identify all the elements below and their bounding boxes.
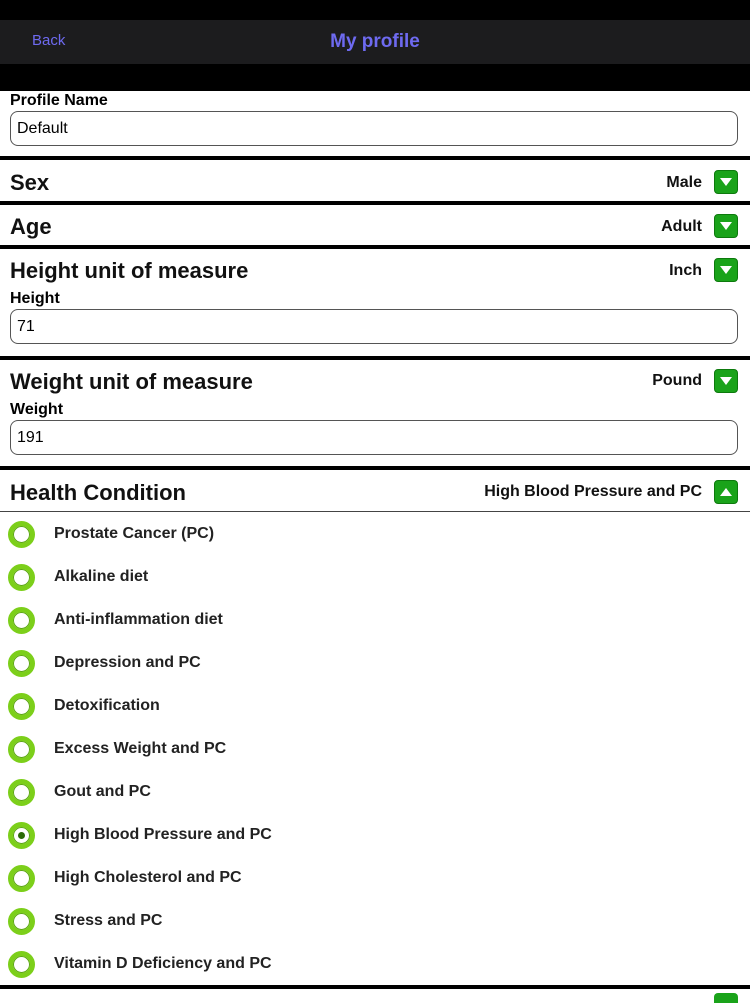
radio-unselected-icon[interactable] (8, 607, 35, 634)
health-option-row[interactable] (0, 858, 750, 901)
age-dropdown-chevron-down-icon[interactable] (714, 214, 738, 238)
health-option-row[interactable] (0, 686, 750, 729)
sex-dropdown-chevron-down-icon[interactable] (714, 170, 738, 194)
health-option-row[interactable] (0, 557, 750, 600)
sex-label: Sex (10, 170, 50, 195)
height-unit-chevron-down-icon[interactable] (714, 258, 738, 282)
age-label: Age (10, 214, 52, 239)
navigation-bar (0, 20, 750, 64)
health-condition-value: High Blood Pressure and PC (484, 483, 702, 500)
weight-unit-value: Pound (652, 372, 702, 389)
radio-unselected-icon[interactable] (8, 908, 35, 935)
height-label: Height (10, 290, 60, 307)
next-row-chevron-icon[interactable] (714, 993, 738, 1003)
weight-label: Weight (10, 401, 64, 418)
health-option-label: Gout and PC (54, 783, 151, 800)
health-option-row[interactable] (0, 944, 750, 987)
section-separator (0, 356, 750, 360)
health-option-row[interactable] (0, 643, 750, 686)
radio-unselected-icon[interactable] (8, 564, 35, 591)
health-option-label: Vitamin D Deficiency and PC (54, 955, 272, 972)
health-option-label: High Blood Pressure and PC (54, 826, 272, 843)
health-option-label: Stress and PC (54, 912, 163, 929)
radio-unselected-icon[interactable] (8, 779, 35, 806)
radio-unselected-icon[interactable] (8, 521, 35, 548)
weight-unit-label: Weight unit of measure (10, 369, 253, 394)
section-separator (0, 156, 750, 160)
section-separator (0, 201, 750, 205)
back-button[interactable]: Back (32, 32, 66, 49)
radio-unselected-icon[interactable] (8, 693, 35, 720)
weight-unit-chevron-down-icon[interactable] (714, 369, 738, 393)
health-option-row[interactable] (0, 514, 750, 557)
health-option-label: Prostate Cancer (PC) (54, 525, 215, 542)
height-unit-label: Height unit of measure (10, 258, 249, 283)
status-bar (0, 0, 750, 20)
header-divider-band (0, 64, 750, 91)
health-option-row[interactable] (0, 729, 750, 772)
age-value: Adult (661, 218, 702, 235)
profile-name-field[interactable]: Default (10, 111, 738, 146)
health-option-label: Anti-inflammation diet (54, 611, 223, 628)
height-unit-value: Inch (669, 262, 702, 279)
section-separator (0, 985, 750, 989)
health-option-label: Alkaline diet (54, 568, 149, 585)
sex-value: Male (666, 174, 702, 191)
health-condition-label: Health Condition (10, 480, 186, 505)
page-title: My profile (330, 31, 420, 52)
radio-selected-icon[interactable] (8, 822, 35, 849)
section-separator (0, 466, 750, 470)
radio-unselected-icon[interactable] (8, 951, 35, 978)
section-separator (0, 245, 750, 249)
health-option-label: Detoxification (54, 697, 160, 714)
health-option-label: Depression and PC (54, 654, 201, 671)
health-option-label: Excess Weight and PC (54, 740, 227, 757)
health-option-row[interactable] (0, 815, 750, 858)
health-condition-chevron-up-icon[interactable] (714, 480, 738, 504)
height-field[interactable]: 71 (10, 309, 738, 344)
weight-field[interactable]: 191 (10, 420, 738, 455)
profile-name-label: Profile Name (10, 92, 108, 109)
health-option-row[interactable] (0, 772, 750, 815)
health-option-row[interactable] (0, 901, 750, 944)
health-list-divider (0, 511, 750, 512)
health-option-row[interactable] (0, 600, 750, 643)
radio-unselected-icon[interactable] (8, 650, 35, 677)
radio-unselected-icon[interactable] (8, 736, 35, 763)
health-option-label: High Cholesterol and PC (54, 869, 242, 886)
radio-unselected-icon[interactable] (8, 865, 35, 892)
